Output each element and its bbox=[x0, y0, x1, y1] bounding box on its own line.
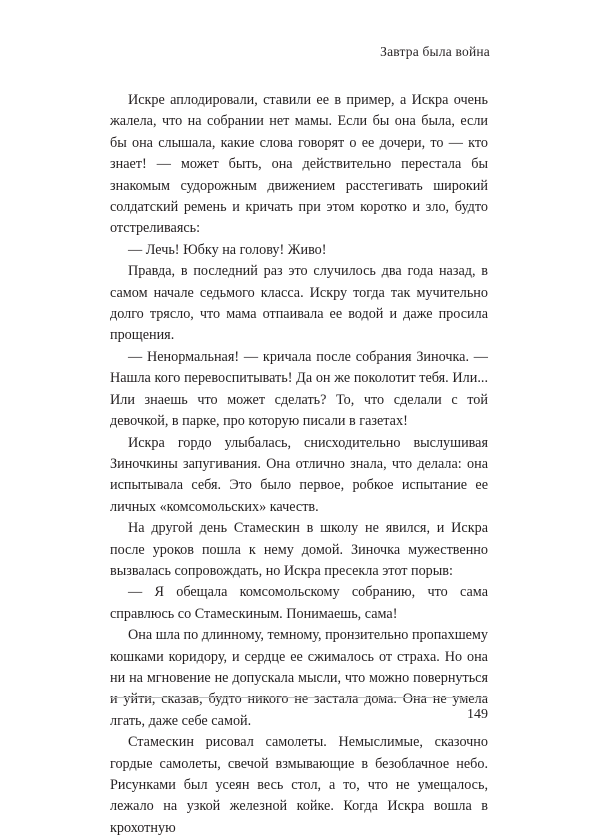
paragraph: Она шла по длинному, темному, пронзительно пропахшему кошками коридору, и сердце ее сжималось от страха. Но она ни на мгновение не допускала мысли, что можно повернуться и уйти, сказав, будто никого не застала дома. Она не умела лгать, даже себе самой. bbox=[110, 627, 488, 729]
paragraph: Искра гордо улыбалась, снисходительно выслушивая Зиночкины запугивания. Она отлично знала, что делала: она испытывала себя. Это было первое, робкое испытание ее личных «комсомольских» качеств. bbox=[110, 434, 488, 515]
paragraph: Стамескин рисовал самолеты. Немыслимые, сказочно гордые самолеты, свечой взмывающие в безоблачное небо. Рисунками был усеян весь стол, а то, что не умещалось, лежало на узкой железной койке. Когда Искра вошла в крохотную bbox=[110, 734, 488, 836]
paragraph: — Лечь! Юбку на голову! Живо! bbox=[128, 241, 327, 258]
footer-rule bbox=[110, 697, 488, 698]
running-header: Завтра была война bbox=[380, 44, 490, 59]
paragraph: — Ненормальная! — кричала после собрания Зиночка. — Нашла кого перевоспитывать! Да он же поколотит тебя. Или... Или знаешь что может сделать? То, что сделали с той девочкой, в парке, про которую писали в газетах! bbox=[110, 348, 488, 430]
body-text bbox=[110, 90, 488, 839]
paragraph: — Я обещала комсомольскому собранию, что сама справлюсь со Стамескиным. Понимаешь, сама! bbox=[110, 584, 488, 622]
page-number: 149 bbox=[467, 707, 488, 722]
paragraph: Искре аплодировали, ставили ее в пример, а Искра очень жалела, что на собрании нет мамы. Если бы она была, если бы она слышала, какие слова говорят о ее дочери, то — кто знает! — может быть, она действительно перестала бы знакомым судорожным движением расстегивать широкий солдатский ремень и кричать при этом коротко и зло, будто отстреливаясь: bbox=[110, 92, 488, 237]
paragraph: На другой день Стамескин в школу не явился, и Искра после уроков пошла к нему домой. Зиночка мужественно вызвалась сопровождать, но Искра пресекла этот порыв: bbox=[110, 520, 488, 579]
paragraph: Правда, в последний раз это случилось два года назад, в самом начале седьмого класса. Искру тогда так мучительно долго трясло, что мама отпаивала ее водой и даже просила прощения. bbox=[110, 263, 488, 344]
